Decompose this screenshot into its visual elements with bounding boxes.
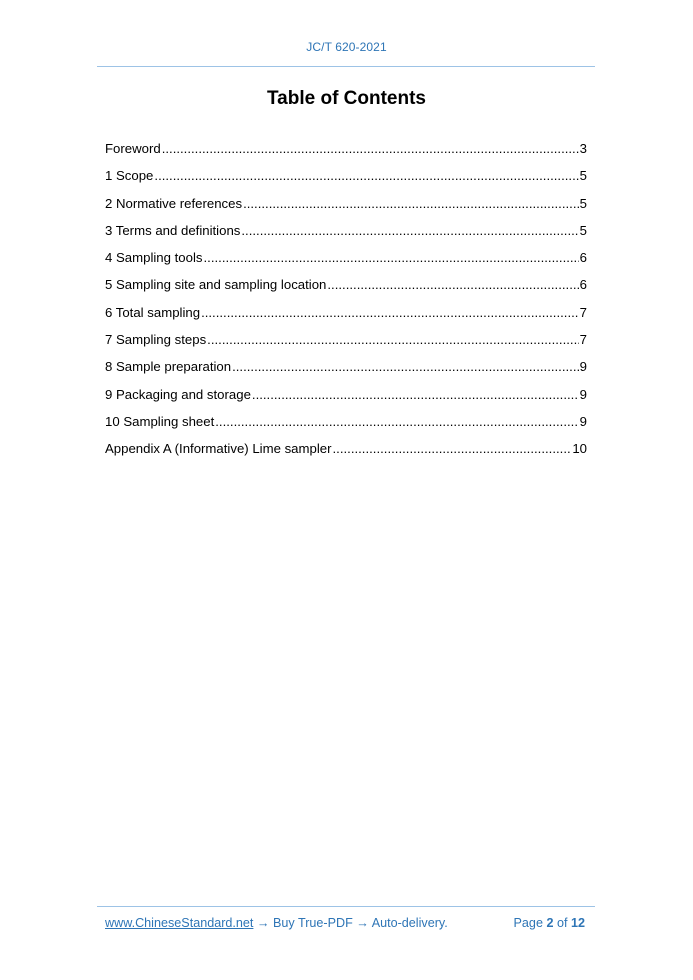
toc-dot-leader: [154, 167, 578, 185]
toc-entry-label: 7 Sampling steps: [105, 332, 207, 348]
toc-entry-label: 9 Packaging and storage: [105, 386, 251, 402]
toc-entry-label: 2 Normative references: [105, 195, 243, 211]
toc-dot-leader: [162, 140, 579, 158]
toc-entry-page: 7: [579, 304, 587, 320]
toc-entry-sampling-sheet[interactable]: [105, 413, 587, 440]
document-code-header: JC/T 620-2021: [306, 40, 387, 54]
toc-entry-total-sampling[interactable]: [105, 304, 587, 331]
toc-entry-page: 9: [579, 413, 587, 429]
toc-entry-sampling-site[interactable]: [105, 276, 587, 303]
toc-entry-sampling-steps[interactable]: [105, 331, 587, 358]
toc-entry-terms-and-definitions[interactable]: [105, 222, 587, 249]
toc-entry-packaging-and-storage[interactable]: [105, 386, 587, 413]
toc-entry-label: Appendix A (Informative) Lime sampler: [105, 441, 332, 457]
footer-promo: [105, 916, 448, 930]
toc-dot-leader: [232, 358, 579, 376]
toc-entry-page: 10: [572, 441, 587, 457]
toc-entry-label: 3 Terms and definitions: [105, 222, 241, 238]
toc-entry-page: 3: [579, 141, 587, 156]
toc-entry-normative-references[interactable]: [105, 195, 587, 222]
header-divider: [97, 66, 595, 67]
website-link[interactable]: www.ChineseStandard.net: [105, 916, 254, 930]
toc-entry-page: 5: [579, 195, 587, 211]
toc-entry-page: 7: [579, 332, 587, 348]
toc-dot-leader: [201, 304, 579, 322]
toc-entry-sample-preparation[interactable]: [105, 358, 587, 385]
table-of-contents: [105, 140, 587, 468]
toc-entry-scope[interactable]: [105, 167, 587, 194]
toc-dot-leader: [333, 440, 572, 458]
toc-entry-label: 10 Sampling sheet: [105, 413, 215, 429]
toc-entry-page: 5: [579, 222, 587, 238]
toc-entry-label: 1 Scope: [105, 168, 154, 184]
toc-entry-appendix-a[interactable]: [105, 440, 587, 467]
toc-entry-label: 8 Sample preparation: [105, 359, 232, 375]
toc-dot-leader: [243, 195, 579, 213]
toc-dot-leader: [215, 413, 578, 431]
toc-entry-page: 9: [579, 359, 587, 375]
toc-dot-leader: [327, 276, 578, 294]
of-word: of: [556, 916, 568, 930]
toc-entry-label: 5 Sampling site and sampling location: [105, 277, 327, 293]
current-page-number: 2: [546, 916, 554, 930]
toc-entry-label: 4 Sampling tools: [105, 250, 203, 266]
toc-entry-label: 6 Total sampling: [105, 304, 201, 320]
toc-entry-sampling-tools[interactable]: [105, 249, 587, 276]
toc-entry-page: 6: [579, 250, 587, 266]
toc-entry-page: 6: [579, 277, 587, 293]
toc-entry-label: Foreword: [105, 141, 161, 156]
toc-entry-page: 9: [579, 386, 587, 402]
toc-title: Table of Contents: [266, 88, 427, 109]
toc-entry-page: 5: [579, 168, 587, 184]
toc-dot-leader: [207, 331, 578, 349]
footer-promo-text: → Buy True-PDF → Auto-delivery.: [253, 916, 448, 930]
toc-dot-leader: [252, 386, 579, 404]
toc-dot-leader: [241, 222, 578, 240]
toc-entry-foreword[interactable]: [105, 140, 587, 167]
page-counter: [514, 916, 585, 930]
total-pages-number: 12: [570, 916, 585, 930]
footer-divider: [97, 906, 595, 907]
page-word: Page: [513, 916, 543, 930]
toc-dot-leader: [204, 249, 579, 267]
